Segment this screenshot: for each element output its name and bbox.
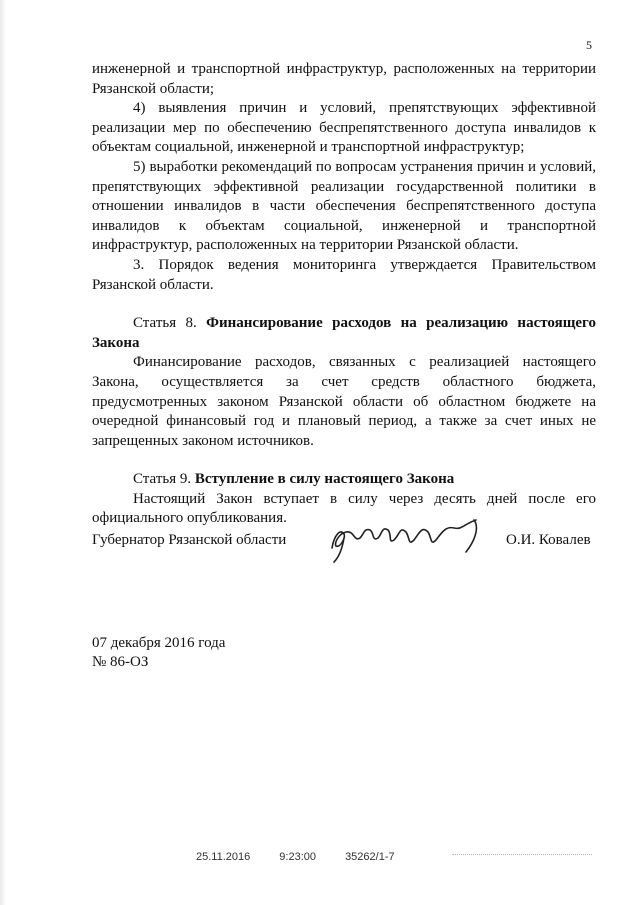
- signatory-name: О.И. Ковалев: [506, 532, 591, 548]
- page-number: 5: [586, 38, 592, 52]
- footer-timestamp: 25.11.2016 9:23:00: [196, 851, 316, 863]
- paragraph-clause-3: 3. Порядок ведения мониторинга утверждается Правительством Рязанской области.: [92, 256, 596, 293]
- law-date: 07 декабря 2016 года: [92, 635, 226, 651]
- faint-stamp-marks: [452, 854, 592, 861]
- paragraph-item-4: 4) выявления причин и условий, препятствующих эффективной реализации мер по обеспечению беспрепятственного доступа инвалидов к объектам социальной, инженерной и транспортной инфраструктур;: [92, 100, 596, 156]
- document-body: [92, 60, 596, 529]
- article-9-text: Настоящий Закон вступает в силу через десять дней после его официального опубликования.: [92, 490, 596, 527]
- article-8-text: Финансирование расходов, связанных с реализацией настоящего Закона, осуществляется за счет средств областного бюджета, предусмотренных законом Рязанской области об областном бюджете на очередной финансовый год и плановый период, а также за счет иных не запрещенных законом источников.: [92, 354, 596, 449]
- footer-code: 35262/1-7: [345, 851, 395, 863]
- signature-block: [92, 528, 602, 568]
- date-number-block: [92, 634, 225, 672]
- footer-meta: [196, 851, 395, 863]
- handwritten-signature-icon: [324, 508, 494, 566]
- scan-edge: [0, 0, 6, 905]
- article-8-heading: [92, 314, 596, 353]
- article-9-label: Статья 9.: [133, 471, 192, 488]
- article-9-heading: [92, 470, 596, 490]
- paragraph-continuation: инженерной и транспортной инфраструктур, расположенных на территории Рязанской области;: [92, 61, 596, 97]
- paragraph-item-5: 5) выработки рекомендаций по вопросам устранения причин и условий, препятствующих эффективной реализации государственной политики в отношении инвалидов в части обеспечения беспрепятственного доступа инвалидов к объектам социальной, инженерной и транспортной инфраструктур, расположенных на территории Рязанской области.: [92, 158, 596, 254]
- article-8-label: Статья 8.: [133, 315, 197, 332]
- signatory-title: Губернатор Рязанской области: [92, 532, 287, 548]
- article-9-title: Вступление в силу настоящего Закона: [194, 471, 455, 488]
- law-number: № 86-ОЗ: [92, 654, 149, 670]
- article-8-title: Финансирование расходов на реализацию настоящего Закона: [92, 315, 596, 351]
